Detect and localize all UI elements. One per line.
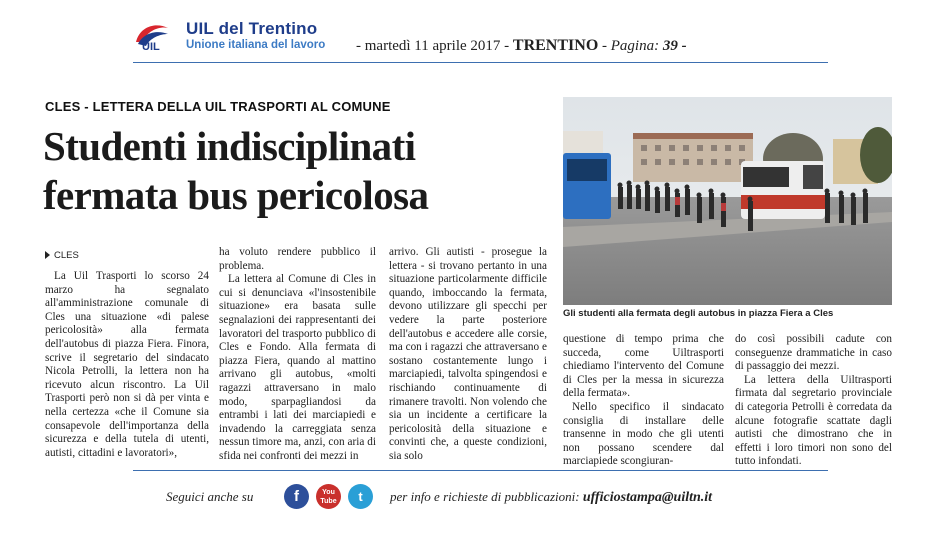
twitter-icon[interactable]: t xyxy=(348,484,373,509)
article-column-2 xyxy=(219,246,376,464)
org-subtitle: Unione italiana del lavoro xyxy=(186,39,326,51)
publication-name: TRENTINO xyxy=(512,37,599,54)
paragraph: Nello specifico il sindacato consiglia di installare delle transenne in modo che gli utenti non possano scendere dal marciapiede scongiuran- xyxy=(563,400,724,468)
headline-line-1: Studenti indisciplinati xyxy=(43,123,416,169)
article-column-1 xyxy=(45,270,209,460)
article-headline xyxy=(43,122,563,220)
page-number: 39 - xyxy=(662,38,687,54)
paragraph: La lettera della Uiltrasporti firmata dal segretario provinciale di categoria Petrolli è corredata da alcune fotografie scattate dagli autisti che dimostrano che in effetti i loro timori non sono del tutto infondati. xyxy=(735,373,892,468)
location-label: CLES xyxy=(54,250,79,261)
paragraph: do così possibili cadute con conseguenze drammatiche in caso di passaggio dei mezzi. xyxy=(735,333,892,373)
uil-logo-icon xyxy=(132,20,172,52)
header-divider xyxy=(133,62,828,63)
bus-stop-photo xyxy=(563,97,892,305)
article-column-4 xyxy=(563,333,724,469)
page-label: - Pagina: xyxy=(602,38,660,54)
paragraph: arrivo. Gli autisti - prosegue la lettera - si trovano pertanto in una situazione particolarmente difficile quando, imboccando la fermata, devono utilizzare gli specchi per vedere la parte posteriore dell'autobus e accedere alle corsie, ma con i ragazzi che attraversano e sostano costantemente lungo i marciapiedi, talvolta spingendosi e rischiando continuamente di rimanere travolti. Non volendo che sia un incidente a certificare la pericolosità della situazione e convinti che, a queste condizioni, sia solo xyxy=(389,246,547,462)
headline-line-2: fermata bus pericolosa xyxy=(43,172,429,218)
paragraph: questione di tempo prima che succeda, come Uiltrasporti chiediamo l'intervento del Comune di Cles per la messa in sicurezza della fermata». xyxy=(563,333,724,400)
paragraph: ha voluto rendere pubblico il problema. xyxy=(219,246,376,272)
svg-text:UIL: UIL xyxy=(142,41,160,52)
paragraph: La Uil Trasporti lo scorso 24 marzo ha segnalato all'amministrazione comunale di Cles una situazione «di palese pericolosità» alla fermata dell'autobus di piazza Fiera. Finora, scrive il segretario del sindacato Nicola Petrolli, la lettera non ha ricevuto alcun riscontro. La Uil Trasporti però non si dà per vinta e nella certezza «che il Comune sia consapevole dell'importanza della sicurezza e della tutela di utenti, autisti, cittadini e lavoratori», xyxy=(45,270,209,459)
youtube-icon-label: You Tube xyxy=(320,489,337,505)
contact-email[interactable]: ufficiostampa@uiltn.it xyxy=(582,490,713,505)
youtube-icon[interactable] xyxy=(316,484,341,509)
article-column-5 xyxy=(735,333,892,469)
triangle-bullet-icon xyxy=(45,251,50,259)
facebook-icon[interactable]: f xyxy=(284,484,309,509)
dateline xyxy=(356,37,687,55)
org-name: UIL del Trentino xyxy=(186,19,318,38)
follow-label: Seguici anche su xyxy=(166,489,254,504)
article-kicker: CLES - LETTERA DELLA UIL TRASPORTI AL COMUNE xyxy=(45,99,391,114)
contact-info xyxy=(390,489,712,506)
paragraph: La lettera al Comune di Cles in cui si denunciava «l'insostenibile situazione» era basata sulle segnalazioni dei rappresentanti dei lavoratori del trasporto pubblico di Cles e Fondo. Alla fermata di piazza Fiera, quando al mattino arrivano gli autobus, «molti ragazzi attraversano in malo modo, sparpagliandosi da entrambi i lati dei marciapiedi e invadendo la carreggiata senza nessun timore ma, anzi, con aria di sfida nei confronti dei mezzi in xyxy=(219,273,376,462)
info-label: per info e richieste di pubblicazioni: xyxy=(390,489,580,504)
footer-divider xyxy=(133,470,828,471)
photo-caption: Gli studenti alla fermata degli autobus in piazza Fiera a Cles xyxy=(563,308,834,319)
article-column-3 xyxy=(389,246,547,464)
article-location xyxy=(45,250,79,261)
issue-date: - martedì 11 aprile 2017 - xyxy=(356,38,510,54)
